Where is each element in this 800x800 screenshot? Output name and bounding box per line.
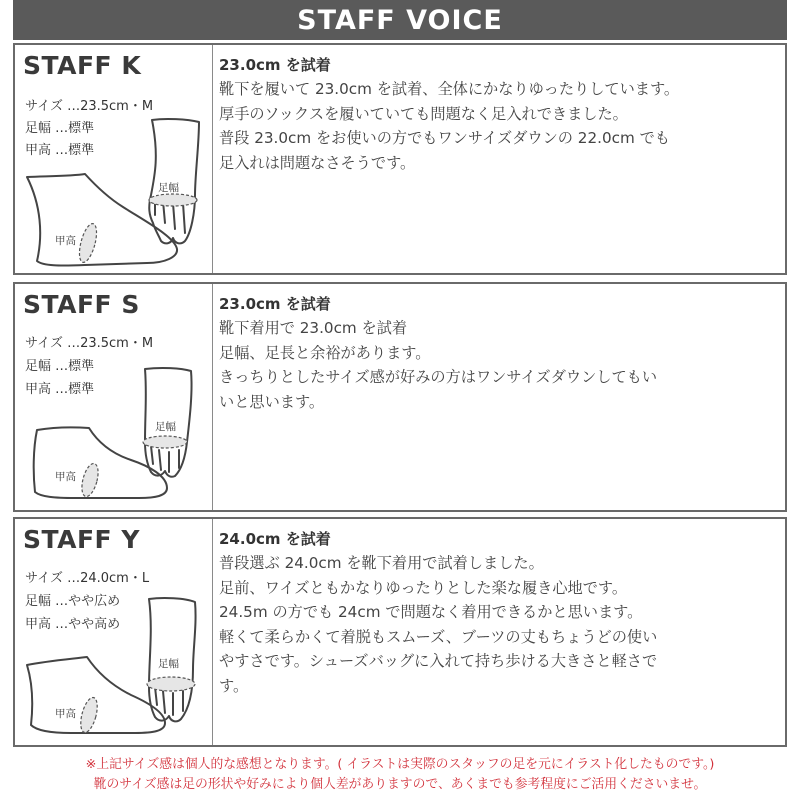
side-foot-icon (27, 657, 165, 733)
staff-instep: 甲高 …標準 (25, 143, 95, 158)
staff-card-y (13, 517, 787, 747)
staff-comment (213, 284, 785, 510)
side-foot-icon (27, 174, 177, 266)
staff-card-k (13, 43, 787, 275)
width-highlight (149, 194, 197, 206)
width-highlight (143, 436, 187, 448)
staff-name: STAFF S (23, 290, 140, 319)
staff-foot-width: 足幅 …やや広め (25, 594, 121, 609)
comment-line: きっちりとしたサイズ感が好みの方はワンサイズダウンしてもい (219, 368, 658, 386)
comment-line: 普段選ぶ 24.0cm を靴下着用で試着しました。 (219, 554, 544, 572)
staff-foot-width: 足幅 …標準 (25, 121, 95, 136)
staff-card-s (13, 282, 787, 512)
staff-name: STAFF Y (23, 525, 140, 554)
width-highlight (147, 677, 195, 691)
instep-highlight (76, 222, 100, 264)
section-header (13, 0, 787, 40)
staff-comment (213, 519, 785, 745)
trial-size-heading: 24.0cm を試着 (219, 530, 331, 548)
instep-label: 甲高 (55, 471, 76, 483)
trial-size-heading: 23.0cm を試着 (219, 295, 331, 313)
staff-instep: 甲高 …標準 (25, 382, 95, 397)
comment-line: 24.5m の方でも 24cm で問題なく着用できるかと思います。 (219, 603, 643, 621)
instep-highlight (78, 696, 101, 734)
comment-line: す。 (219, 676, 249, 695)
comment-line: 足前、ワイズともかなりゆったりとした楽な履き心地です。 (219, 578, 628, 597)
width-label: 足幅 (158, 658, 179, 670)
staff-profile (15, 519, 213, 745)
staff-foot-width: 足幅 …標準 (25, 359, 95, 374)
foot-illustration (15, 45, 212, 275)
foot-illustration (15, 284, 212, 512)
disclaimer-notes (0, 755, 800, 795)
comment-line: いと思います。 (219, 392, 325, 411)
section-title: STAFF VOICE (297, 4, 503, 36)
comment-line: 足入れは問題なさそうです。 (219, 153, 416, 172)
comment-line: 靴下着用で 23.0cm を試着 (219, 319, 408, 337)
staff-profile (15, 45, 213, 273)
disclaimer-line: 靴のサイズ感は足の形状や好みにより個人差がありますので、あくまでも参考程度にご活用くださいませ。 (93, 777, 707, 792)
staff-size: サイズ …24.0cm・L (25, 571, 150, 586)
comment-line: 靴下を履いて 23.0cm を試着、全体にかなりゆったりしています。 (219, 80, 680, 98)
comment-line: やすさです。シューズバッグに入れて持ち歩ける大きさと軽さで (219, 652, 658, 670)
comment-line: 足幅、足長と余裕があります。 (219, 343, 431, 362)
instep-highlight (79, 462, 101, 498)
trial-size-heading: 23.0cm を試着 (219, 56, 331, 74)
comment-line: 軽くて柔らかくて着脱もスムーズ、ブーツの丈もちょうどの使い (219, 627, 658, 646)
comment-line: 普段 23.0cm をお使いの方でもワンサイズダウンの 22.0cm でも (219, 129, 670, 147)
foot-illustration (15, 519, 212, 747)
width-label: 足幅 (158, 182, 179, 194)
staff-size: サイズ …23.5cm・M (25, 99, 154, 114)
instep-label: 甲高 (55, 708, 76, 720)
staff-instep: 甲高 …やや高め (25, 617, 121, 632)
staff-profile (15, 284, 213, 510)
width-label: 足幅 (155, 421, 176, 433)
staff-name: STAFF K (23, 51, 142, 80)
instep-label: 甲高 (55, 235, 76, 247)
staff-size: サイズ …23.5cm・M (25, 336, 154, 351)
comment-line: 厚手のソックスを履いていても問題なく足入れできました。 (219, 104, 628, 123)
staff-comment (213, 45, 785, 273)
disclaimer-line: ※上記サイズ感は個人的な感想となります。( イラストは実際のスタッフの足を元にイラスト化したものです。) (85, 757, 715, 772)
